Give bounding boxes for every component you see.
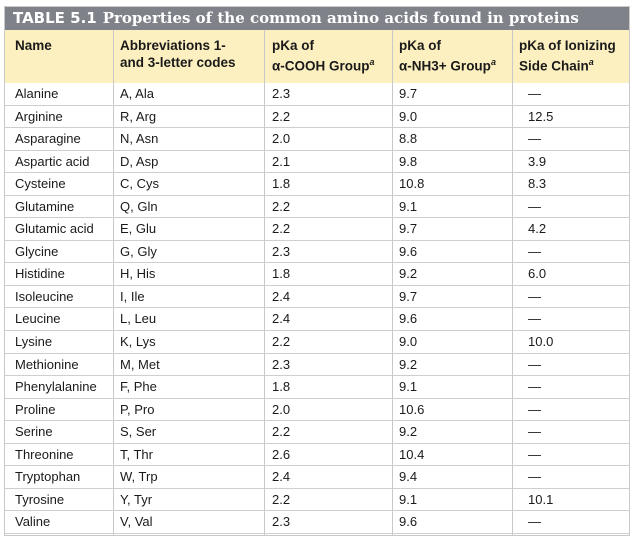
header-pka-side-chain xyxy=(519,37,616,75)
cell-pka-cooh: 2.0 xyxy=(272,401,291,417)
cell-pka-side-chain: 6.0 xyxy=(528,266,547,282)
header-name-label: Name xyxy=(15,38,52,53)
cell-pka-cooh: 2.2 xyxy=(272,198,291,214)
cell-abbreviation: R, Arg xyxy=(120,108,157,124)
cell-pka-side-chain: — xyxy=(528,424,541,440)
table-row xyxy=(5,173,629,196)
cell-pka-cooh: 2.0 xyxy=(272,131,291,147)
header-pka-cooh xyxy=(272,37,375,75)
cell-name: Aspartic acid xyxy=(15,153,90,169)
cell-pka-side-chain: 10.1 xyxy=(528,491,554,507)
cell-pka-nh3: 9.6 xyxy=(399,243,418,259)
cell-pka-cooh: 2.3 xyxy=(272,86,291,101)
cell-abbreviation: M, Met xyxy=(120,356,160,372)
table-row xyxy=(5,241,629,264)
cell-pka-side-chain: — xyxy=(528,379,541,395)
cell-pka-side-chain: — xyxy=(528,469,541,485)
table-row xyxy=(5,218,629,241)
cell-pka-cooh: 2.4 xyxy=(272,469,291,485)
header-cooh-line2: α-COOH Group xyxy=(272,58,370,74)
table-row xyxy=(5,196,629,219)
cell-pka-side-chain: 8.3 xyxy=(528,176,547,192)
cell-pka-nh3: 9.7 xyxy=(399,221,418,237)
cell-abbreviation: C, Cys xyxy=(120,176,159,192)
cell-pka-nh3: 10.6 xyxy=(399,401,425,417)
table-number: TABLE 5.1 xyxy=(13,9,97,27)
cell-pka-nh3: 8.8 xyxy=(399,131,418,147)
header-nh3-footnote: a xyxy=(490,57,496,67)
cell-pka-cooh: 2.3 xyxy=(272,514,291,530)
cell-name: Alanine xyxy=(15,86,59,101)
cell-name: Methionine xyxy=(15,356,79,372)
cell-pka-cooh: 2.4 xyxy=(272,288,291,304)
cell-pka-nh3: 9.6 xyxy=(399,311,418,327)
cell-pka-nh3: 10.4 xyxy=(399,446,425,462)
cell-pka-nh3: 9.2 xyxy=(399,266,418,282)
cell-name: Asparagine xyxy=(15,131,81,147)
cell-abbreviation: F, Phe xyxy=(120,379,157,395)
cell-pka-nh3: 9.1 xyxy=(399,198,418,214)
cell-pka-nh3: 9.8 xyxy=(399,153,418,169)
table-row xyxy=(5,286,629,309)
cell-abbreviation: I, Ile xyxy=(120,288,145,304)
cell-name: Glutamic acid xyxy=(15,221,94,237)
cell-pka-nh3: 9.7 xyxy=(399,288,418,304)
cell-name: Phenylalanine xyxy=(15,379,97,395)
table-row xyxy=(5,399,629,422)
table-row xyxy=(5,331,629,354)
header-side-line2: Side Chain xyxy=(519,58,589,74)
cell-pka-side-chain: — xyxy=(528,131,541,147)
cell-pka-cooh: 2.2 xyxy=(272,491,291,507)
header-abbreviations xyxy=(120,37,236,71)
table-row xyxy=(5,421,629,444)
cell-pka-side-chain: — xyxy=(528,198,541,214)
cell-pka-cooh: 1.8 xyxy=(272,176,291,192)
cell-abbreviation: N, Asn xyxy=(120,131,159,147)
table-row xyxy=(5,263,629,286)
header-name xyxy=(15,37,52,54)
cell-pka-nh3: 9.7 xyxy=(399,86,418,101)
table-row xyxy=(5,106,629,129)
cell-abbreviation: G, Gly xyxy=(120,243,157,259)
cell-name: Lysine xyxy=(15,334,53,350)
table-row xyxy=(5,308,629,331)
cell-pka-side-chain: — xyxy=(528,356,541,372)
cell-pka-side-chain: — xyxy=(528,288,541,304)
cell-name: Glutamine xyxy=(15,198,75,214)
table-title: Properties of the common amino acids found in proteins xyxy=(102,9,579,27)
cell-pka-nh3: 9.6 xyxy=(399,514,418,530)
cell-name: Cysteine xyxy=(15,176,66,192)
header-abbr-line1: Abbreviations 1- xyxy=(120,38,226,53)
cell-name: Isoleucine xyxy=(15,288,74,304)
header-nh3-line2: α-NH3+ Group xyxy=(399,58,491,74)
cell-abbreviation: E, Glu xyxy=(120,221,157,237)
cell-pka-side-chain: — xyxy=(528,514,541,530)
table-row xyxy=(5,489,629,512)
cell-pka-cooh: 2.2 xyxy=(272,334,291,350)
cell-pka-nh3: 9.2 xyxy=(399,424,418,440)
header-cooh-footnote: a xyxy=(369,57,375,67)
cell-abbreviation: V, Val xyxy=(120,514,153,530)
cell-name: Proline xyxy=(15,401,56,417)
cell-pka-nh3: 9.1 xyxy=(399,491,418,507)
table-row xyxy=(5,151,629,174)
table-row xyxy=(5,444,629,467)
header-side-footnote: a xyxy=(588,57,594,67)
table-row xyxy=(5,376,629,399)
cell-pka-cooh: 2.4 xyxy=(272,311,291,327)
cell-name: Tryptophan xyxy=(15,469,81,485)
table-frame xyxy=(4,6,630,536)
cell-pka-cooh: 2.2 xyxy=(272,108,291,124)
cell-name: Threonine xyxy=(15,446,74,462)
cell-abbreviation: D, Asp xyxy=(120,153,159,169)
cell-name: Histidine xyxy=(15,266,65,282)
cell-pka-cooh: 2.2 xyxy=(272,424,291,440)
cell-abbreviation: H, His xyxy=(120,266,156,282)
table-row xyxy=(5,83,629,106)
cell-abbreviation: Y, Tyr xyxy=(120,491,153,507)
cell-abbreviation: P, Pro xyxy=(120,401,155,417)
cell-abbreviation: W, Trp xyxy=(120,469,158,485)
table-body xyxy=(5,83,629,534)
cell-pka-cooh: 2.6 xyxy=(272,446,291,462)
cell-abbreviation: S, Ser xyxy=(120,424,157,440)
cell-pka-cooh: 2.2 xyxy=(272,221,291,237)
cell-name: Tyrosine xyxy=(15,491,65,507)
cell-pka-nh3: 9.1 xyxy=(399,379,418,395)
cell-name: Valine xyxy=(15,514,51,530)
cell-name: Leucine xyxy=(15,311,61,327)
header-cooh-line1: pKa of xyxy=(272,38,314,53)
cell-pka-side-chain: — xyxy=(528,446,541,462)
header-pka-nh3 xyxy=(399,37,496,75)
cell-pka-nh3: 9.4 xyxy=(399,469,418,485)
cell-pka-side-chain: 3.9 xyxy=(528,153,547,169)
cell-name: Glycine xyxy=(15,243,59,259)
table-row xyxy=(5,354,629,377)
cell-pka-cooh: 1.8 xyxy=(272,266,291,282)
row-divider xyxy=(5,533,629,534)
cell-abbreviation: L, Leu xyxy=(120,311,157,327)
header-abbr-line2: and 3-letter codes xyxy=(120,55,236,70)
cell-abbreviation: T, Thr xyxy=(120,446,153,462)
cell-pka-side-chain: — xyxy=(528,311,541,327)
cell-name: Serine xyxy=(15,424,53,440)
cell-abbreviation: Q, Gln xyxy=(120,198,158,214)
cell-pka-side-chain: 12.5 xyxy=(528,108,554,124)
cell-abbreviation: A, Ala xyxy=(120,86,154,101)
header-nh3-line1: pKa of xyxy=(399,38,441,53)
cell-pka-cooh: 2.1 xyxy=(272,153,291,169)
cell-pka-cooh: 2.3 xyxy=(272,356,291,372)
cell-pka-nh3: 9.2 xyxy=(399,356,418,372)
table-title-bar xyxy=(5,7,629,30)
cell-abbreviation: K, Lys xyxy=(120,334,156,350)
table-row xyxy=(5,128,629,151)
cell-pka-side-chain: — xyxy=(528,243,541,259)
cell-pka-side-chain: — xyxy=(528,401,541,417)
cell-pka-cooh: 1.8 xyxy=(272,379,291,395)
header-side-line1: pKa of Ionizing xyxy=(519,38,616,53)
table-row xyxy=(5,466,629,489)
cell-name: Arginine xyxy=(15,108,63,124)
cell-pka-nh3: 9.0 xyxy=(399,108,418,124)
table-row xyxy=(5,511,629,534)
cell-pka-cooh: 2.3 xyxy=(272,243,291,259)
cell-pka-side-chain: 4.2 xyxy=(528,221,547,237)
cell-pka-side-chain: 10.0 xyxy=(528,334,554,350)
cell-pka-nh3: 9.0 xyxy=(399,334,418,350)
cell-pka-side-chain: — xyxy=(528,86,541,101)
cell-pka-nh3: 10.8 xyxy=(399,176,425,192)
